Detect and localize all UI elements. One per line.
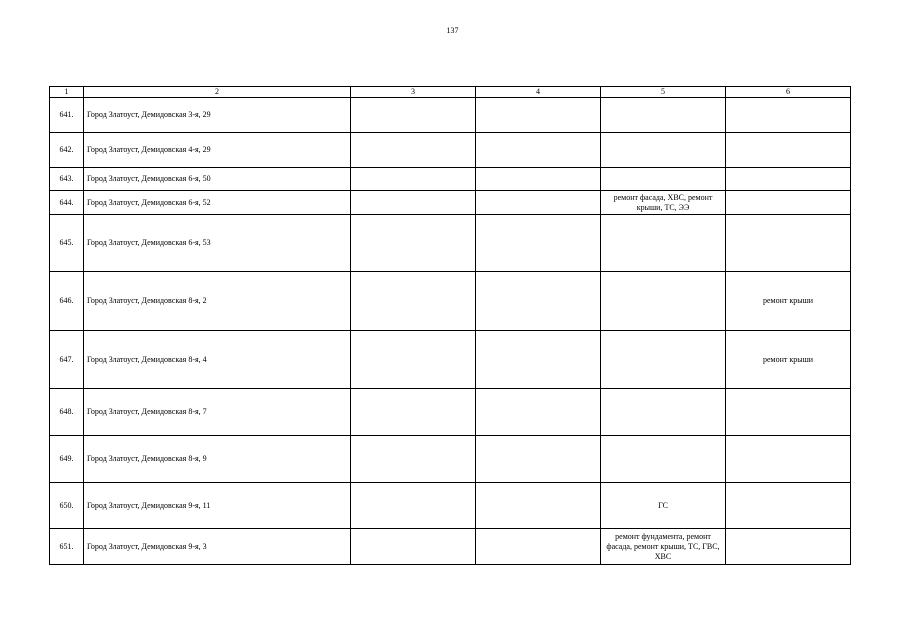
- cell-col-4: [476, 389, 601, 436]
- address-cell: Город Златоуст, Демидовская 4-я, 29: [84, 133, 351, 168]
- cell-col-5: [601, 272, 726, 331]
- cell-col-6: [726, 483, 851, 529]
- address-cell: Город Златоуст, Демидовская 8-я, 9: [84, 436, 351, 483]
- table-row: [50, 529, 851, 565]
- cell-col-4: [476, 133, 601, 168]
- cell-col-5: [601, 168, 726, 191]
- cell-col-3: [351, 98, 476, 133]
- cell-col-5: [601, 98, 726, 133]
- cell-col-3: [351, 191, 476, 215]
- cell-col-3: [351, 215, 476, 272]
- table-row: [50, 168, 851, 191]
- cell-col-4: [476, 483, 601, 529]
- cell-col-6: ремонт крыши: [726, 272, 851, 331]
- row-number: 644.: [50, 191, 84, 215]
- table-row: [50, 191, 851, 215]
- row-number: 648.: [50, 389, 84, 436]
- cell-col-3: [351, 272, 476, 331]
- address-cell: Город Златоуст, Демидовская 9-я, 11: [84, 483, 351, 529]
- table-row: [50, 133, 851, 168]
- cell-col-3: [351, 331, 476, 389]
- cell-col-6: [726, 436, 851, 483]
- cell-col-5: [601, 389, 726, 436]
- column-header: 2: [84, 87, 351, 98]
- row-number: 642.: [50, 133, 84, 168]
- cell-col-6: [726, 529, 851, 565]
- cell-col-3: [351, 168, 476, 191]
- address-cell: Город Златоуст, Демидовская 8-я, 2: [84, 272, 351, 331]
- table-row: [50, 436, 851, 483]
- table-row: [50, 483, 851, 529]
- table-row: [50, 331, 851, 389]
- cell-col-5: ремонт фундамента, ремонт фасада, ремонт крыши, ТС, ГВС, ХВС: [601, 529, 726, 565]
- cell-col-6: [726, 168, 851, 191]
- cell-col-3: [351, 133, 476, 168]
- cell-col-5: [601, 436, 726, 483]
- cell-col-6: [726, 215, 851, 272]
- row-number: 645.: [50, 215, 84, 272]
- page-number: 137: [446, 26, 459, 35]
- table-row: [50, 389, 851, 436]
- row-number: 647.: [50, 331, 84, 389]
- row-number: 641.: [50, 98, 84, 133]
- cell-col-4: [476, 191, 601, 215]
- address-cell: Город Златоуст, Демидовская 8-я, 4: [84, 331, 351, 389]
- cell-col-6: [726, 133, 851, 168]
- cell-col-4: [476, 168, 601, 191]
- header-row: [50, 87, 851, 98]
- cell-col-5: ремонт фасада, ХВС, ремонт крыши, ТС, ЭЭ: [601, 191, 726, 215]
- cell-col-4: [476, 529, 601, 565]
- address-cell: Город Златоуст, Демидовская 6-я, 52: [84, 191, 351, 215]
- cell-col-6: ремонт крыши: [726, 331, 851, 389]
- address-cell: Город Златоуст, Демидовская 3-я, 29: [84, 98, 351, 133]
- address-cell: Город Златоуст, Демидовская 6-я, 53: [84, 215, 351, 272]
- address-cell: Город Златоуст, Демидовская 6-я, 50: [84, 168, 351, 191]
- cell-col-6: [726, 98, 851, 133]
- address-cell: Город Златоуст, Демидовская 8-я, 7: [84, 389, 351, 436]
- column-header: 1: [50, 87, 84, 98]
- column-header: 6: [726, 87, 851, 98]
- cell-col-5: ГС: [601, 483, 726, 529]
- row-number: 650.: [50, 483, 84, 529]
- column-header: 4: [476, 87, 601, 98]
- row-number: 651.: [50, 529, 84, 565]
- cell-col-6: [726, 389, 851, 436]
- row-number: 643.: [50, 168, 84, 191]
- column-header: 5: [601, 87, 726, 98]
- table-row: [50, 215, 851, 272]
- cell-col-5: [601, 133, 726, 168]
- address-table: [49, 86, 851, 565]
- cell-col-4: [476, 436, 601, 483]
- cell-col-5: [601, 331, 726, 389]
- cell-col-5: [601, 215, 726, 272]
- cell-col-3: [351, 436, 476, 483]
- cell-col-4: [476, 98, 601, 133]
- address-cell: Город Златоуст, Демидовская 9-я, 3: [84, 529, 351, 565]
- table-row: [50, 272, 851, 331]
- row-number: 649.: [50, 436, 84, 483]
- column-header: 3: [351, 87, 476, 98]
- cell-col-4: [476, 272, 601, 331]
- cell-col-6: [726, 191, 851, 215]
- cell-col-3: [351, 389, 476, 436]
- row-number: 646.: [50, 272, 84, 331]
- cell-col-4: [476, 331, 601, 389]
- cell-col-3: [351, 483, 476, 529]
- cell-col-3: [351, 529, 476, 565]
- cell-col-4: [476, 215, 601, 272]
- table-row: [50, 98, 851, 133]
